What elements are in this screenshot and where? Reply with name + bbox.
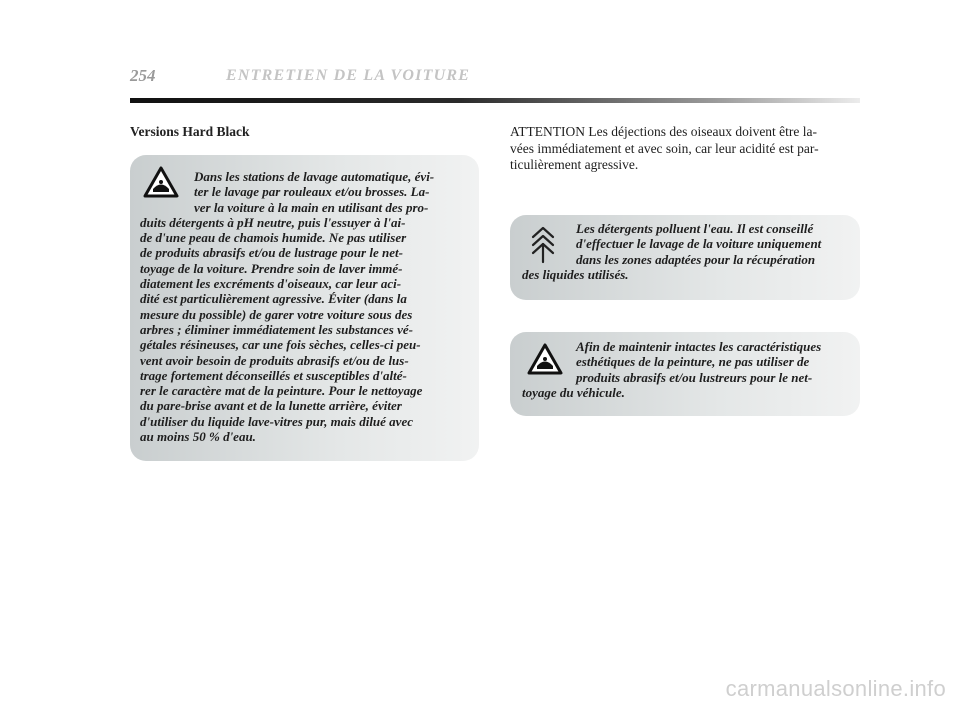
note-line: dité est particulièrement agressive. Éviter (dans la bbox=[140, 291, 407, 307]
note-line: Dans les stations de lavage automatique, évi- bbox=[194, 169, 435, 184]
note-line: produits abrasifs et/ou lustreurs pour le net- bbox=[576, 369, 813, 385]
page-number: 254 bbox=[130, 66, 156, 85]
note-line: Afin de maintenir intactes les caractéristiques bbox=[576, 339, 822, 354]
watermark: carmanualsonline.info bbox=[725, 676, 946, 701]
attention-paragraph bbox=[510, 124, 860, 174]
warning-triangle-icon bbox=[142, 165, 180, 204]
note-line: Les détergents polluent l'eau. Il est conseillé bbox=[576, 221, 814, 236]
note-line: gétales résineuses, car une fois sèches, celles-ci peu- bbox=[140, 337, 421, 353]
attention-line: ATTENTION Les déjections des oiseaux doivent être la- bbox=[510, 124, 818, 139]
warning-triangle-icon bbox=[526, 342, 564, 381]
note-line: ter le lavage par rouleaux et/ou brosses. La- bbox=[194, 184, 430, 200]
note-line: au moins 50 % d'eau. bbox=[140, 429, 256, 445]
tree-icon bbox=[530, 225, 556, 270]
note-line: du pare-brise avant et de la lunette arrière, éviter bbox=[140, 398, 402, 414]
note-line: ver la voiture à la main en utilisant des pro- bbox=[194, 199, 429, 215]
note-line: trage fortement déconseillés et susceptibles d'alté- bbox=[140, 367, 407, 383]
note-line: d'utiliser du liquide lave-vitres pur, mais dilué avec bbox=[140, 413, 413, 429]
note-line: esthétiques de la peinture, ne pas utiliser de bbox=[576, 354, 810, 370]
note-line: arbres ; éliminer immédiatement les substances vé- bbox=[140, 321, 413, 337]
paint-warning-note bbox=[510, 332, 860, 416]
page-header bbox=[130, 66, 860, 96]
attention-line: ticulièrement agressive. bbox=[510, 157, 639, 172]
header-rule bbox=[130, 98, 860, 103]
warning-note-hard-black bbox=[130, 155, 479, 461]
note-line: duits détergents à pH neutre, puis l'essuyer à l'ai- bbox=[140, 214, 406, 230]
section-heading: Versions Hard Black bbox=[130, 124, 250, 139]
note-line: de d'une peau de chamois humide. Ne pas utiliser bbox=[140, 230, 407, 246]
chapter-title: ENTRETIEN DE LA VOITURE bbox=[226, 67, 471, 84]
note-line: diatement les excréments d'oiseaux, car leur aci- bbox=[140, 276, 402, 292]
note-line: d'effectuer le lavage de la voiture uniquement bbox=[576, 236, 822, 252]
paint-note-text bbox=[522, 339, 848, 400]
note-line: des liquides utilisés. bbox=[522, 266, 629, 282]
attention-line: vées immédiatement et avec soin, car leur acidité est par- bbox=[510, 140, 819, 156]
note-line: dans les zones adaptées pour la récupération bbox=[576, 251, 816, 267]
note-line: toyage de la voiture. Prendre soin de laver immé- bbox=[140, 260, 403, 276]
warning-note-text bbox=[140, 169, 469, 444]
environment-note-text bbox=[522, 221, 848, 282]
note-line: de produits abrasifs et/ou de lustrage pour le net- bbox=[140, 245, 403, 261]
note-line: vent avoir besoin de produits abrasifs et/ou de lus- bbox=[140, 352, 409, 368]
note-line: rer le caractère mat de la peinture. Pour le nettoyage bbox=[140, 383, 423, 399]
environment-note bbox=[510, 215, 860, 300]
note-line: toyage du véhicule. bbox=[522, 384, 625, 400]
note-line: mesure du possible) de garer votre voiture sous des bbox=[140, 306, 413, 322]
